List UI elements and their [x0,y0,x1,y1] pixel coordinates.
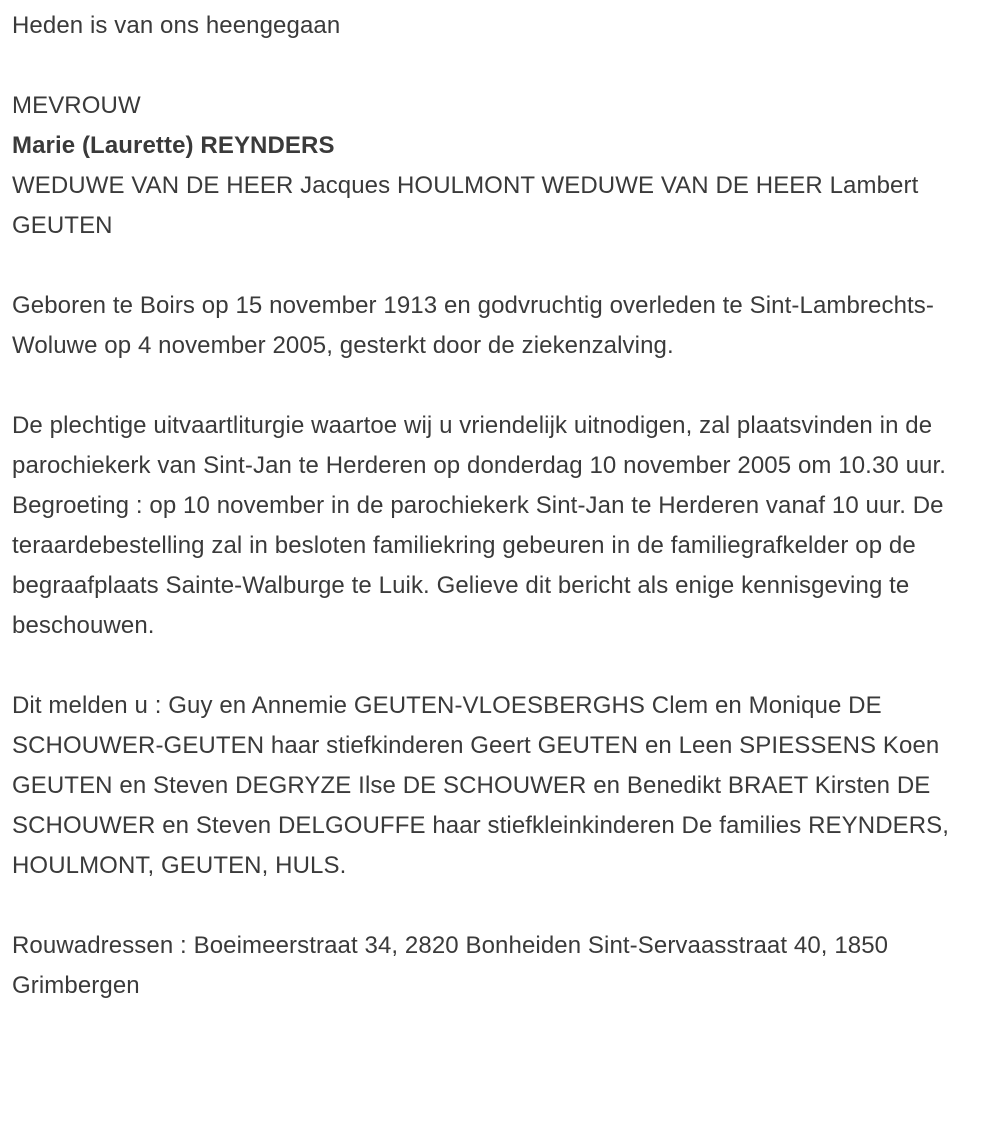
deceased-name: Marie (Laurette) REYNDERS [12,132,335,159]
deceased-header [12,86,990,246]
opening-line: Heden is van ons heengegaan [12,12,341,39]
life-dates-paragraph: Geboren te Boirs op 15 november 1913 en godvruchtig overleden te Sint-Lambrechts-Woluwe op 4 november 2005, gesterkt door de ziekenzalving. [12,292,934,359]
widow-of-line: WEDUWE VAN DE HEER Jacques HOULMONT WEDUWE VAN DE HEER Lambert GEUTEN [12,172,919,239]
honorific: MEVROUW [12,92,141,119]
mourning-addresses-paragraph: Rouwadressen : Boeimeerstraat 34, 2820 Bonheiden Sint-Servaasstraat 40, 1850 Grimbergen [12,932,889,999]
announced-by-paragraph: Dit melden u : Guy en Annemie GEUTEN-VLOESBERGHS Clem en Monique DE SCHOUWER-GEUTEN haar stiefkinderen Geert GEUTEN en Leen SPIESSENS Koen GEUTEN en Steven DEGRYZE Ilse DE SCHOUWER en Benedikt BRAET Kirsten DE SCHOUWER en Steven DELGOUFFE haar stiefkleinkinderen De families REYNDERS, HOULMONT, GEUTEN, HULS. [12,692,950,879]
funeral-details-paragraph: De plechtige uitvaartliturgie waartoe wij u vriendelijk uitnodigen, zal plaatsvinden in de parochiekerk van Sint-Jan te Herderen op donderdag 10 november 2005 om 10.30 uur. Begroeting : op 10 november in de parochiekerk Sint-Jan te Herderen vanaf 10 uur. De teraardebestelling zal in besloten familiekring gebeuren in de familiegrafkelder op de begraafplaats Sainte-Walburge te Luik. Gelieve dit bericht als enige kennisgeving te beschouwen. [12,412,947,639]
